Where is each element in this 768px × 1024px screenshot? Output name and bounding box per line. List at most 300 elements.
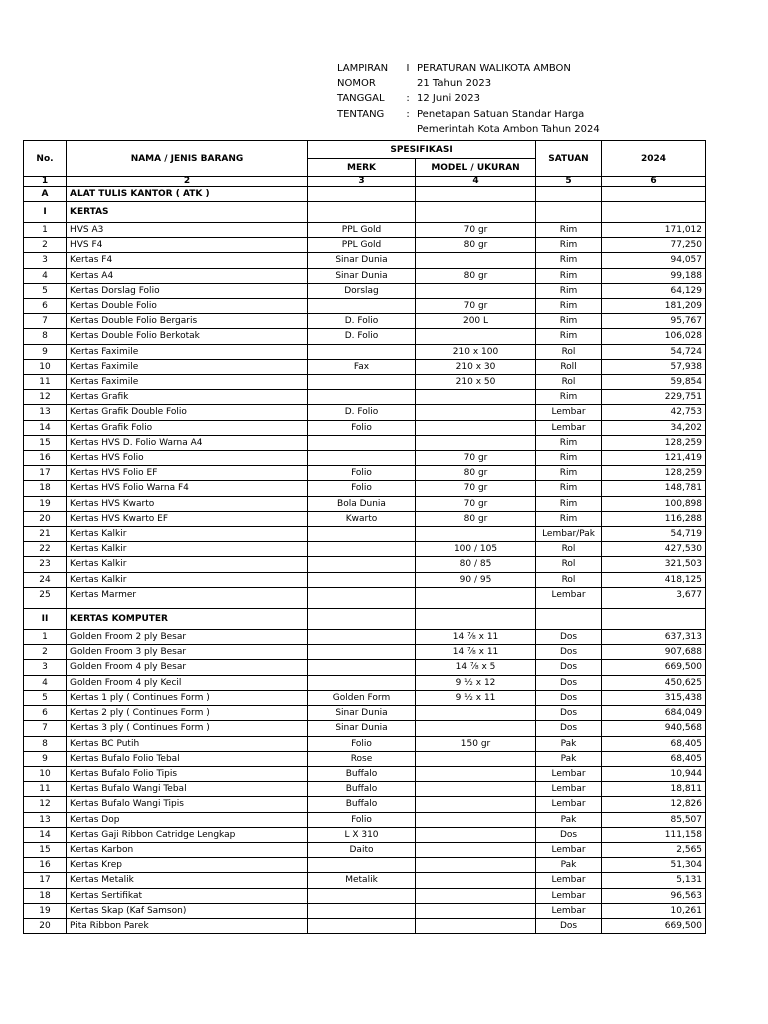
cell-satuan: Rol bbox=[536, 344, 602, 359]
group-row bbox=[24, 609, 706, 630]
cell-harga: 128,259 bbox=[602, 435, 706, 450]
cell-no: 14 bbox=[24, 420, 67, 435]
cell-model bbox=[416, 873, 536, 888]
cell-model bbox=[416, 918, 536, 933]
cell-no: 5 bbox=[24, 690, 67, 705]
cell-merk: Folio bbox=[308, 812, 416, 827]
table-row bbox=[24, 751, 706, 766]
cell-harga: 907,688 bbox=[602, 645, 706, 660]
cell-harga: 418,125 bbox=[602, 572, 706, 587]
cell-satuan: Lembar bbox=[536, 782, 602, 797]
cell-merk bbox=[308, 630, 416, 645]
cell-no: 23 bbox=[24, 557, 67, 572]
cell-model bbox=[416, 903, 536, 918]
letterhead-value: 12 Juni 2023 bbox=[417, 93, 480, 105]
cell-no: 2 bbox=[24, 238, 67, 253]
cell-harga: 5,131 bbox=[602, 873, 706, 888]
cell-model bbox=[416, 827, 536, 842]
cell-no: 1 bbox=[24, 223, 67, 238]
cell-model bbox=[416, 858, 536, 873]
letterhead-separator: : bbox=[406, 108, 410, 120]
col-header-spesifikasi: SPESIFIKASI bbox=[308, 141, 536, 159]
cell-no: 16 bbox=[24, 451, 67, 466]
group-code: II bbox=[24, 609, 67, 630]
cell-no: 11 bbox=[24, 375, 67, 390]
cell-harga: 57,938 bbox=[602, 359, 706, 374]
table-row bbox=[24, 238, 706, 253]
cell-harga: 321,503 bbox=[602, 557, 706, 572]
cell-satuan: Lembar/Pak bbox=[536, 527, 602, 542]
cell-merk bbox=[308, 858, 416, 873]
cell-satuan: Roll bbox=[536, 359, 602, 374]
cell-harga: 315,438 bbox=[602, 690, 706, 705]
table-row bbox=[24, 797, 706, 812]
table-body bbox=[24, 187, 706, 934]
cell-satuan: Rol bbox=[536, 557, 602, 572]
col-header-no: No. bbox=[24, 141, 67, 177]
cell-merk: D. Folio bbox=[308, 329, 416, 344]
cell-no: 25 bbox=[24, 587, 67, 602]
col-header-satuan: SATUAN bbox=[536, 141, 602, 177]
group-code: I bbox=[24, 202, 67, 223]
cell-model: 100 / 105 bbox=[416, 542, 536, 557]
cell-nama: Kertas BC Putih bbox=[67, 736, 308, 751]
cell-no: 2 bbox=[24, 645, 67, 660]
table-row bbox=[24, 451, 706, 466]
cell-satuan: Pak bbox=[536, 751, 602, 766]
cell-nama: Kertas Skap (Kaf Samson) bbox=[67, 903, 308, 918]
cell-satuan: Rim bbox=[536, 481, 602, 496]
letterhead-key: TENTANG bbox=[337, 108, 385, 120]
cell-no: 10 bbox=[24, 766, 67, 781]
cell-harga: 106,028 bbox=[602, 329, 706, 344]
cell-harga: 99,188 bbox=[602, 268, 706, 283]
cell-model: 200 L bbox=[416, 314, 536, 329]
cell-satuan: Dos bbox=[536, 690, 602, 705]
cell-nama: Kertas 2 ply ( Continues Form ) bbox=[67, 706, 308, 721]
cell-merk: Metalik bbox=[308, 873, 416, 888]
cell-nama: Kertas 1 ply ( Continues Form ) bbox=[67, 690, 308, 705]
cell-harga: 68,405 bbox=[602, 736, 706, 751]
cell-satuan: Dos bbox=[536, 706, 602, 721]
cell-satuan: Pak bbox=[536, 812, 602, 827]
cell-merk: Buffalo bbox=[308, 782, 416, 797]
letterhead-row bbox=[337, 122, 600, 137]
cell-model: 9 ½ x 11 bbox=[416, 690, 536, 705]
letterhead-value: Pemerintah Kota Ambon Tahun 2024 bbox=[417, 123, 600, 135]
cell-no: 17 bbox=[24, 873, 67, 888]
cell-satuan: Lembar bbox=[536, 888, 602, 903]
cell-satuan: Lembar bbox=[536, 587, 602, 602]
cell-satuan: Dos bbox=[536, 630, 602, 645]
cell-merk bbox=[308, 888, 416, 903]
cell-no: 21 bbox=[24, 527, 67, 542]
cell-satuan: Lembar bbox=[536, 766, 602, 781]
cell-no: 8 bbox=[24, 329, 67, 344]
cell-model bbox=[416, 751, 536, 766]
cell-model: 210 x 50 bbox=[416, 375, 536, 390]
cell-nama: Kertas Grafik Double Folio bbox=[67, 405, 308, 420]
cell-model bbox=[416, 420, 536, 435]
cell-harga: 85,507 bbox=[602, 812, 706, 827]
section-row bbox=[24, 187, 706, 202]
cell-nama: Kertas Double Folio bbox=[67, 299, 308, 314]
cell-nama: Kertas HVS Folio EF bbox=[67, 466, 308, 481]
cell-merk: L X 310 bbox=[308, 827, 416, 842]
table-row bbox=[24, 511, 706, 526]
cell-model bbox=[416, 405, 536, 420]
cell-no: 13 bbox=[24, 812, 67, 827]
cell-satuan: Rol bbox=[536, 542, 602, 557]
cell-merk: Fax bbox=[308, 359, 416, 374]
cell-no: 10 bbox=[24, 359, 67, 374]
cell-merk bbox=[308, 675, 416, 690]
cell-satuan: Lembar bbox=[536, 903, 602, 918]
table-row bbox=[24, 572, 706, 587]
cell-no: 20 bbox=[24, 918, 67, 933]
table-row bbox=[24, 405, 706, 420]
cell-model: 9 ½ x 12 bbox=[416, 675, 536, 690]
letterhead-value: PERATURAN WALIKOTA AMBON bbox=[417, 63, 571, 74]
cell-no: 18 bbox=[24, 481, 67, 496]
column-number: 6 bbox=[602, 177, 706, 187]
cell-merk bbox=[308, 903, 416, 918]
cell-no: 14 bbox=[24, 827, 67, 842]
cell-no: 1 bbox=[24, 630, 67, 645]
cell-nama: Kertas Faximile bbox=[67, 359, 308, 374]
table-row bbox=[24, 496, 706, 511]
cell-satuan: Rim bbox=[536, 329, 602, 344]
price-table bbox=[23, 140, 706, 934]
cell-harga: 450,625 bbox=[602, 675, 706, 690]
cell-satuan: Rim bbox=[536, 511, 602, 526]
cell-no: 12 bbox=[24, 390, 67, 405]
cell-merk: PPL Gold bbox=[308, 223, 416, 238]
cell-model: 80 gr bbox=[416, 268, 536, 283]
column-number: 4 bbox=[416, 177, 536, 187]
cell-model: 14 ⁷⁄₈ x 5 bbox=[416, 660, 536, 675]
cell-no: 9 bbox=[24, 344, 67, 359]
column-number-row bbox=[24, 177, 706, 187]
cell-merk: PPL Gold bbox=[308, 238, 416, 253]
cell-merk bbox=[308, 587, 416, 602]
cell-model: 70 gr bbox=[416, 299, 536, 314]
cell-harga: 12,826 bbox=[602, 797, 706, 812]
cell-harga: 111,158 bbox=[602, 827, 706, 842]
cell-no: 12 bbox=[24, 797, 67, 812]
cell-merk: Bola Dunia bbox=[308, 496, 416, 511]
letterhead-key: NOMOR bbox=[337, 78, 376, 90]
cell-merk: Folio bbox=[308, 481, 416, 496]
cell-no: 7 bbox=[24, 314, 67, 329]
cell-nama: HVS F4 bbox=[67, 238, 308, 253]
section-code: A bbox=[24, 187, 67, 202]
letterhead-value: Penetapan Satuan Standar Harga bbox=[417, 108, 585, 120]
table-row bbox=[24, 542, 706, 557]
cell-harga: 68,405 bbox=[602, 751, 706, 766]
cell-harga: 148,781 bbox=[602, 481, 706, 496]
group-row bbox=[24, 202, 706, 223]
cell-harga: 54,719 bbox=[602, 527, 706, 542]
column-number: 2 bbox=[67, 177, 308, 187]
table-row bbox=[24, 645, 706, 660]
cell-satuan: Rim bbox=[536, 496, 602, 511]
table-row bbox=[24, 283, 706, 298]
cell-model: 210 x 100 bbox=[416, 344, 536, 359]
cell-satuan: Rim bbox=[536, 253, 602, 268]
table-row bbox=[24, 299, 706, 314]
table-row bbox=[24, 873, 706, 888]
cell-harga: 10,944 bbox=[602, 766, 706, 781]
table-row bbox=[24, 466, 706, 481]
col-header-model: MODEL / UKURAN bbox=[416, 159, 536, 177]
cell-no: 5 bbox=[24, 283, 67, 298]
cell-harga: 128,259 bbox=[602, 466, 706, 481]
cell-model: 80 gr bbox=[416, 238, 536, 253]
cell-satuan: Dos bbox=[536, 645, 602, 660]
table-row bbox=[24, 858, 706, 873]
letterhead-row bbox=[337, 61, 600, 76]
cell-merk bbox=[308, 375, 416, 390]
cell-nama: Kertas HVS Folio Warna F4 bbox=[67, 481, 308, 496]
cell-harga: 116,288 bbox=[602, 511, 706, 526]
cell-no: 4 bbox=[24, 268, 67, 283]
table-row bbox=[24, 827, 706, 842]
cell-nama: Golden Froom 4 ply Besar bbox=[67, 660, 308, 675]
cell-nama: Kertas Bufalo Folio Tebal bbox=[67, 751, 308, 766]
cell-model bbox=[416, 721, 536, 736]
cell-no: 7 bbox=[24, 721, 67, 736]
cell-merk bbox=[308, 299, 416, 314]
cell-model bbox=[416, 797, 536, 812]
cell-satuan: Dos bbox=[536, 660, 602, 675]
cell-model bbox=[416, 253, 536, 268]
cell-model bbox=[416, 390, 536, 405]
cell-nama: Kertas Kalkir bbox=[67, 542, 308, 557]
cell-satuan: Rim bbox=[536, 223, 602, 238]
cell-model bbox=[416, 888, 536, 903]
cell-model bbox=[416, 766, 536, 781]
cell-nama: Kertas Marmer bbox=[67, 587, 308, 602]
cell-nama: Kertas HVS Folio bbox=[67, 451, 308, 466]
table-row bbox=[24, 268, 706, 283]
cell-no: 13 bbox=[24, 405, 67, 420]
letterhead-row bbox=[337, 91, 600, 106]
cell-harga: 96,563 bbox=[602, 888, 706, 903]
section-title: ALAT TULIS KANTOR ( ATK ) bbox=[67, 187, 308, 202]
cell-model: 70 gr bbox=[416, 481, 536, 496]
cell-merk: Sinar Dunia bbox=[308, 253, 416, 268]
cell-satuan: Dos bbox=[536, 827, 602, 842]
cell-harga: 42,753 bbox=[602, 405, 706, 420]
cell-merk: Daito bbox=[308, 842, 416, 857]
cell-nama: Kertas Dorslag Folio bbox=[67, 283, 308, 298]
cell-merk: Kwarto bbox=[308, 511, 416, 526]
letterhead-separator bbox=[399, 76, 417, 91]
letterhead-separator: : bbox=[406, 93, 410, 105]
cell-merk: D. Folio bbox=[308, 405, 416, 420]
cell-nama: Golden Froom 4 ply Kecil bbox=[67, 675, 308, 690]
cell-harga: 77,250 bbox=[602, 238, 706, 253]
letterhead-row bbox=[337, 107, 600, 122]
letterhead-row bbox=[337, 76, 600, 91]
table-row bbox=[24, 918, 706, 933]
cell-nama: Kertas Kalkir bbox=[67, 557, 308, 572]
header-row bbox=[24, 141, 706, 159]
cell-no: 9 bbox=[24, 751, 67, 766]
cell-nama: Kertas Sertifikat bbox=[67, 888, 308, 903]
table-row bbox=[24, 630, 706, 645]
cell-model bbox=[416, 812, 536, 827]
cell-harga: 940,568 bbox=[602, 721, 706, 736]
cell-merk bbox=[308, 918, 416, 933]
cell-model: 150 gr bbox=[416, 736, 536, 751]
table-row bbox=[24, 420, 706, 435]
cell-nama: Kertas Krep bbox=[67, 858, 308, 873]
table-row bbox=[24, 736, 706, 751]
table-row bbox=[24, 359, 706, 374]
cell-no: 18 bbox=[24, 888, 67, 903]
cell-model bbox=[416, 706, 536, 721]
cell-harga: 229,751 bbox=[602, 390, 706, 405]
cell-merk: Folio bbox=[308, 736, 416, 751]
col-header-merk: MERK bbox=[308, 159, 416, 177]
cell-no: 24 bbox=[24, 572, 67, 587]
cell-harga: 59,854 bbox=[602, 375, 706, 390]
cell-model: 70 gr bbox=[416, 451, 536, 466]
letterhead-value: 21 Tahun 2023 bbox=[417, 78, 492, 90]
cell-nama: Pita Ribbon Parek bbox=[67, 918, 308, 933]
cell-model bbox=[416, 782, 536, 797]
cell-merk bbox=[308, 557, 416, 572]
cell-merk: Folio bbox=[308, 466, 416, 481]
table-row bbox=[24, 527, 706, 542]
cell-merk: Sinar Dunia bbox=[308, 268, 416, 283]
cell-merk: Rose bbox=[308, 751, 416, 766]
cell-harga: 2,565 bbox=[602, 842, 706, 857]
cell-satuan: Dos bbox=[536, 721, 602, 736]
cell-satuan: Rol bbox=[536, 375, 602, 390]
cell-merk bbox=[308, 451, 416, 466]
letterhead-key: LAMPIRAN bbox=[337, 63, 389, 74]
cell-no: 6 bbox=[24, 299, 67, 314]
cell-satuan: Rol bbox=[536, 572, 602, 587]
cell-nama: Kertas Gaji Ribbon Catridge Lengkap bbox=[67, 827, 308, 842]
cell-model: 70 gr bbox=[416, 223, 536, 238]
cell-nama: Kertas F4 bbox=[67, 253, 308, 268]
cell-model: 210 x 30 bbox=[416, 359, 536, 374]
cell-harga: 171,012 bbox=[602, 223, 706, 238]
cell-merk bbox=[308, 390, 416, 405]
table-row bbox=[24, 587, 706, 602]
cell-satuan: Rim bbox=[536, 283, 602, 298]
cell-satuan: Lembar bbox=[536, 873, 602, 888]
cell-nama: Kertas Bufalo Wangi Tipis bbox=[67, 797, 308, 812]
cell-nama: Kertas Metalik bbox=[67, 873, 308, 888]
cell-harga: 181,209 bbox=[602, 299, 706, 314]
cell-merk: D. Folio bbox=[308, 314, 416, 329]
table-row bbox=[24, 782, 706, 797]
cell-satuan: Rim bbox=[536, 268, 602, 283]
cell-harga: 95,767 bbox=[602, 314, 706, 329]
cell-merk bbox=[308, 527, 416, 542]
table-row bbox=[24, 660, 706, 675]
cell-harga: 34,202 bbox=[602, 420, 706, 435]
cell-model: 70 gr bbox=[416, 496, 536, 511]
cell-satuan: Lembar bbox=[536, 405, 602, 420]
table-row bbox=[24, 690, 706, 705]
cell-merk bbox=[308, 344, 416, 359]
cell-harga: 669,500 bbox=[602, 660, 706, 675]
group-title: KERTAS bbox=[67, 202, 308, 223]
cell-merk: Folio bbox=[308, 420, 416, 435]
cell-merk: Dorslag bbox=[308, 283, 416, 298]
cell-satuan: Rim bbox=[536, 390, 602, 405]
table-row bbox=[24, 557, 706, 572]
cell-model bbox=[416, 842, 536, 857]
cell-harga: 54,724 bbox=[602, 344, 706, 359]
table-row bbox=[24, 721, 706, 736]
table-row bbox=[24, 314, 706, 329]
cell-harga: 669,500 bbox=[602, 918, 706, 933]
letterhead-key: TANGGAL bbox=[337, 93, 385, 105]
cell-no: 3 bbox=[24, 660, 67, 675]
cell-nama: Kertas 3 ply ( Continues Form ) bbox=[67, 721, 308, 736]
cell-no: 15 bbox=[24, 842, 67, 857]
cell-harga: 684,049 bbox=[602, 706, 706, 721]
cell-nama: Kertas HVS Kwarto bbox=[67, 496, 308, 511]
table-row bbox=[24, 766, 706, 781]
cell-satuan: Dos bbox=[536, 918, 602, 933]
cell-nama: Kertas Double Folio Berkotak bbox=[67, 329, 308, 344]
table-row bbox=[24, 435, 706, 450]
cell-harga: 427,530 bbox=[602, 542, 706, 557]
cell-harga: 18,811 bbox=[602, 782, 706, 797]
cell-model: 90 / 95 bbox=[416, 572, 536, 587]
cell-model bbox=[416, 587, 536, 602]
cell-merk: Golden Form bbox=[308, 690, 416, 705]
cell-satuan: Rim bbox=[536, 451, 602, 466]
table-row bbox=[24, 344, 706, 359]
table-row bbox=[24, 842, 706, 857]
cell-satuan: Rim bbox=[536, 466, 602, 481]
letterhead-key bbox=[337, 122, 399, 137]
cell-model: 14 ⁷⁄₈ x 11 bbox=[416, 645, 536, 660]
cell-model bbox=[416, 329, 536, 344]
group-title: KERTAS KOMPUTER bbox=[67, 609, 308, 630]
cell-nama: Kertas HVS D. Folio Warna A4 bbox=[67, 435, 308, 450]
cell-satuan: Lembar bbox=[536, 420, 602, 435]
cell-nama: Golden Froom 3 ply Besar bbox=[67, 645, 308, 660]
cell-no: 17 bbox=[24, 466, 67, 481]
cell-model bbox=[416, 435, 536, 450]
cell-merk bbox=[308, 542, 416, 557]
cell-satuan: Rim bbox=[536, 314, 602, 329]
table-row bbox=[24, 481, 706, 496]
table-row bbox=[24, 375, 706, 390]
cell-satuan: Lembar bbox=[536, 842, 602, 857]
cell-no: 6 bbox=[24, 706, 67, 721]
cell-no: 11 bbox=[24, 782, 67, 797]
column-number: 5 bbox=[536, 177, 602, 187]
cell-no: 3 bbox=[24, 253, 67, 268]
cell-model: 80 gr bbox=[416, 466, 536, 481]
cell-harga: 64,129 bbox=[602, 283, 706, 298]
cell-no: 4 bbox=[24, 675, 67, 690]
cell-nama: Kertas HVS Kwarto EF bbox=[67, 511, 308, 526]
cell-satuan: Rim bbox=[536, 238, 602, 253]
cell-harga: 10,261 bbox=[602, 903, 706, 918]
